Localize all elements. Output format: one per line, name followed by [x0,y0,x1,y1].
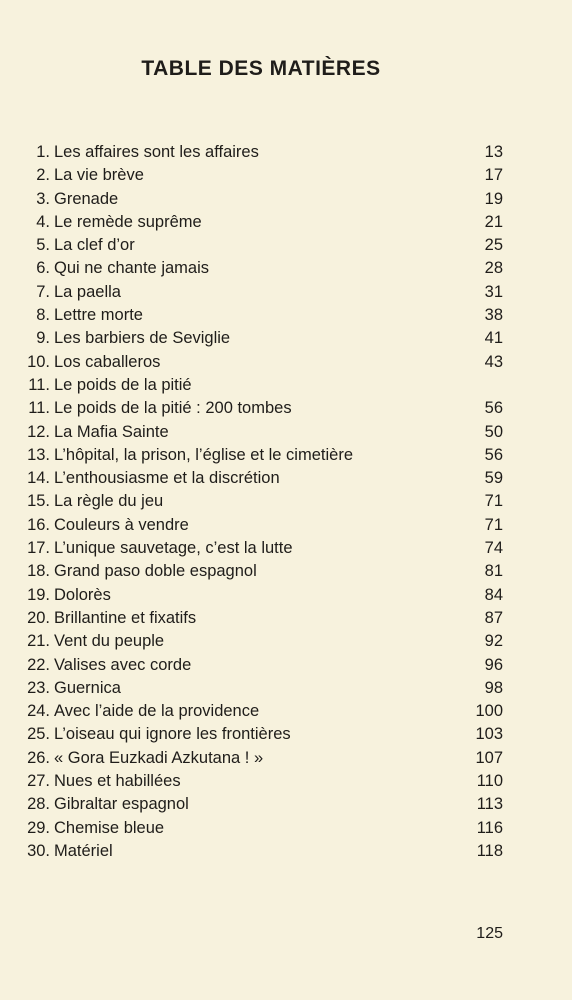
toc-entry [22,700,506,723]
toc-entry [22,793,506,816]
toc-entry [22,467,506,490]
entry-page: 50 [484,422,503,441]
entry-number: 2. [36,166,50,185]
entry-page: 100 [475,702,503,721]
entry-page: 56 [484,399,503,418]
entry-title: La paella [54,282,121,301]
page-title: TABLE DES MATIÈRES [141,57,381,80]
entry-title: Nues et habillées [54,772,181,791]
entry-page: 107 [475,748,503,767]
toc-entry [22,327,506,350]
entry-page: 113 [476,795,503,814]
entry-number: 1. [36,143,50,161]
toc-entry [22,654,506,677]
toc-entry [22,560,506,583]
entry-page: 25 [484,236,503,255]
entry-title: L’enthousiasme et la discrétion [54,469,280,488]
page-number: 125 [476,925,503,942]
entry-page: 13 [484,143,503,161]
entry-title: Los caballeros [54,352,161,371]
entry-title: La clef d’or [54,236,135,255]
toc-entry [22,677,506,700]
entry-number: 14. [27,469,50,488]
entry-title: Vent du peuple [54,632,165,651]
entry-page: 84 [484,585,503,604]
toc-entry [22,211,506,234]
toc-entry [22,723,506,746]
entry-page: 103 [475,725,503,744]
entry-title: Les affaires sont les affaires [54,143,259,161]
entry-title: Lettre morte [54,306,143,325]
entry-number: 18. [27,562,50,581]
entry-page: 71 [484,492,503,511]
toc-entry [22,188,506,211]
entry-number: 21. [27,632,50,651]
toc-entry [22,584,506,607]
entry-title: L’hôpital, la prison, l’église et le cimetière [54,445,353,464]
entry-number: 30. [27,841,50,860]
toc-entry [22,304,506,327]
toc-entry [22,374,506,397]
toc-entry [22,514,506,537]
entry-title: Le remède suprême [54,212,202,231]
toc-entry [22,397,506,420]
entry-title: L’unique sauvetage, c’est la lutte [54,539,293,558]
entry-title: Dolorès [54,585,111,604]
entry-page: 19 [484,189,503,208]
toc-entry [22,234,506,257]
entry-title: Le poids de la pitié [54,375,192,394]
entry-number: 27. [27,772,50,791]
toc-entry [22,421,506,444]
entry-title: Brillantine et fixatifs [54,608,197,627]
entry-number: 10. [27,352,50,371]
toc-entry [22,747,506,770]
entry-page: 59 [484,469,503,488]
toc-entry [22,257,506,280]
toc-entry [22,490,506,513]
entry-page: 56 [484,445,503,464]
entry-title: Qui ne chante jamais [54,259,210,278]
entry-number: 16. [27,515,50,534]
entry-title: La Mafia Sainte [54,422,169,441]
entry-title: Chemise bleue [54,818,165,837]
entry-page: 118 [476,841,503,860]
entry-number: 12. [27,422,50,441]
entry-page: 110 [476,772,503,791]
entry-title: La vie brève [54,166,144,185]
toc-entry [22,164,506,187]
entry-number: 15. [27,492,50,511]
entry-number: 4. [36,212,50,231]
entry-number: 28. [27,795,50,814]
entry-number: 8. [36,306,50,325]
toc-entry [22,770,506,793]
entry-page: 28 [484,259,503,278]
entry-title: Avec l’aide de la providence [54,702,260,721]
entry-page: 41 [484,329,503,348]
entry-title: L’oiseau qui ignore les frontières [54,725,291,744]
entry-number: 11. [28,375,50,394]
toc-entry [22,351,506,374]
entry-number: 25. [27,725,50,744]
entry-page: 31 [484,282,503,301]
toc-entry [22,840,506,863]
entry-number: 19. [27,585,50,604]
entry-number: 29. [27,818,50,837]
entry-page: 21 [484,212,503,231]
entry-page: 38 [484,306,503,325]
entry-title: Grenade [54,189,119,208]
entry-page: 116 [476,818,503,837]
toc-entry [22,630,506,653]
entry-number: 6. [36,259,50,278]
entry-number: 22. [27,655,50,674]
entry-number: 26. [27,748,50,767]
entry-page: 81 [484,562,503,581]
toc-entry [22,537,506,560]
entry-page: 71 [484,515,503,534]
entry-title: La règle du jeu [54,492,164,511]
entry-number: 11. [28,399,50,418]
entry-page: 96 [484,655,503,674]
entry-title: Guernica [54,678,121,697]
entry-number: 20. [27,608,50,627]
entry-page: 74 [484,539,503,558]
entry-page: 87 [484,608,503,627]
toc-entry [22,817,506,840]
entry-title: Gibraltar espagnol [54,795,189,814]
entry-number: 24. [27,702,50,721]
entry-number: 17. [27,539,50,558]
entry-number: 23. [27,678,50,697]
entry-title: Matériel [54,841,113,860]
entry-number: 7. [36,282,50,301]
entry-page: 43 [484,352,503,371]
entry-number: 5. [36,236,50,255]
entry-title: Les barbiers de Seviglie [54,329,231,348]
entry-page: 98 [484,678,503,697]
entry-number: 3. [36,189,50,208]
toc-entry [22,281,506,304]
entry-page: 17 [484,166,503,185]
entry-title: Le poids de la pitié : 200 tombes [54,399,292,418]
entry-title: Grand paso doble espagnol [54,562,257,581]
entry-title: Valises avec corde [54,655,192,674]
toc-entry [22,607,506,630]
entry-number: 9. [36,329,50,348]
table-of-contents [22,141,506,863]
entry-number: 13. [27,445,50,464]
toc-entry [22,141,506,164]
entry-title: Couleurs à vendre [54,515,189,534]
toc-entry [22,444,506,467]
entry-page: 92 [484,632,503,651]
entry-title: « Gora Euzkadi Azkutana ! » [54,748,264,767]
